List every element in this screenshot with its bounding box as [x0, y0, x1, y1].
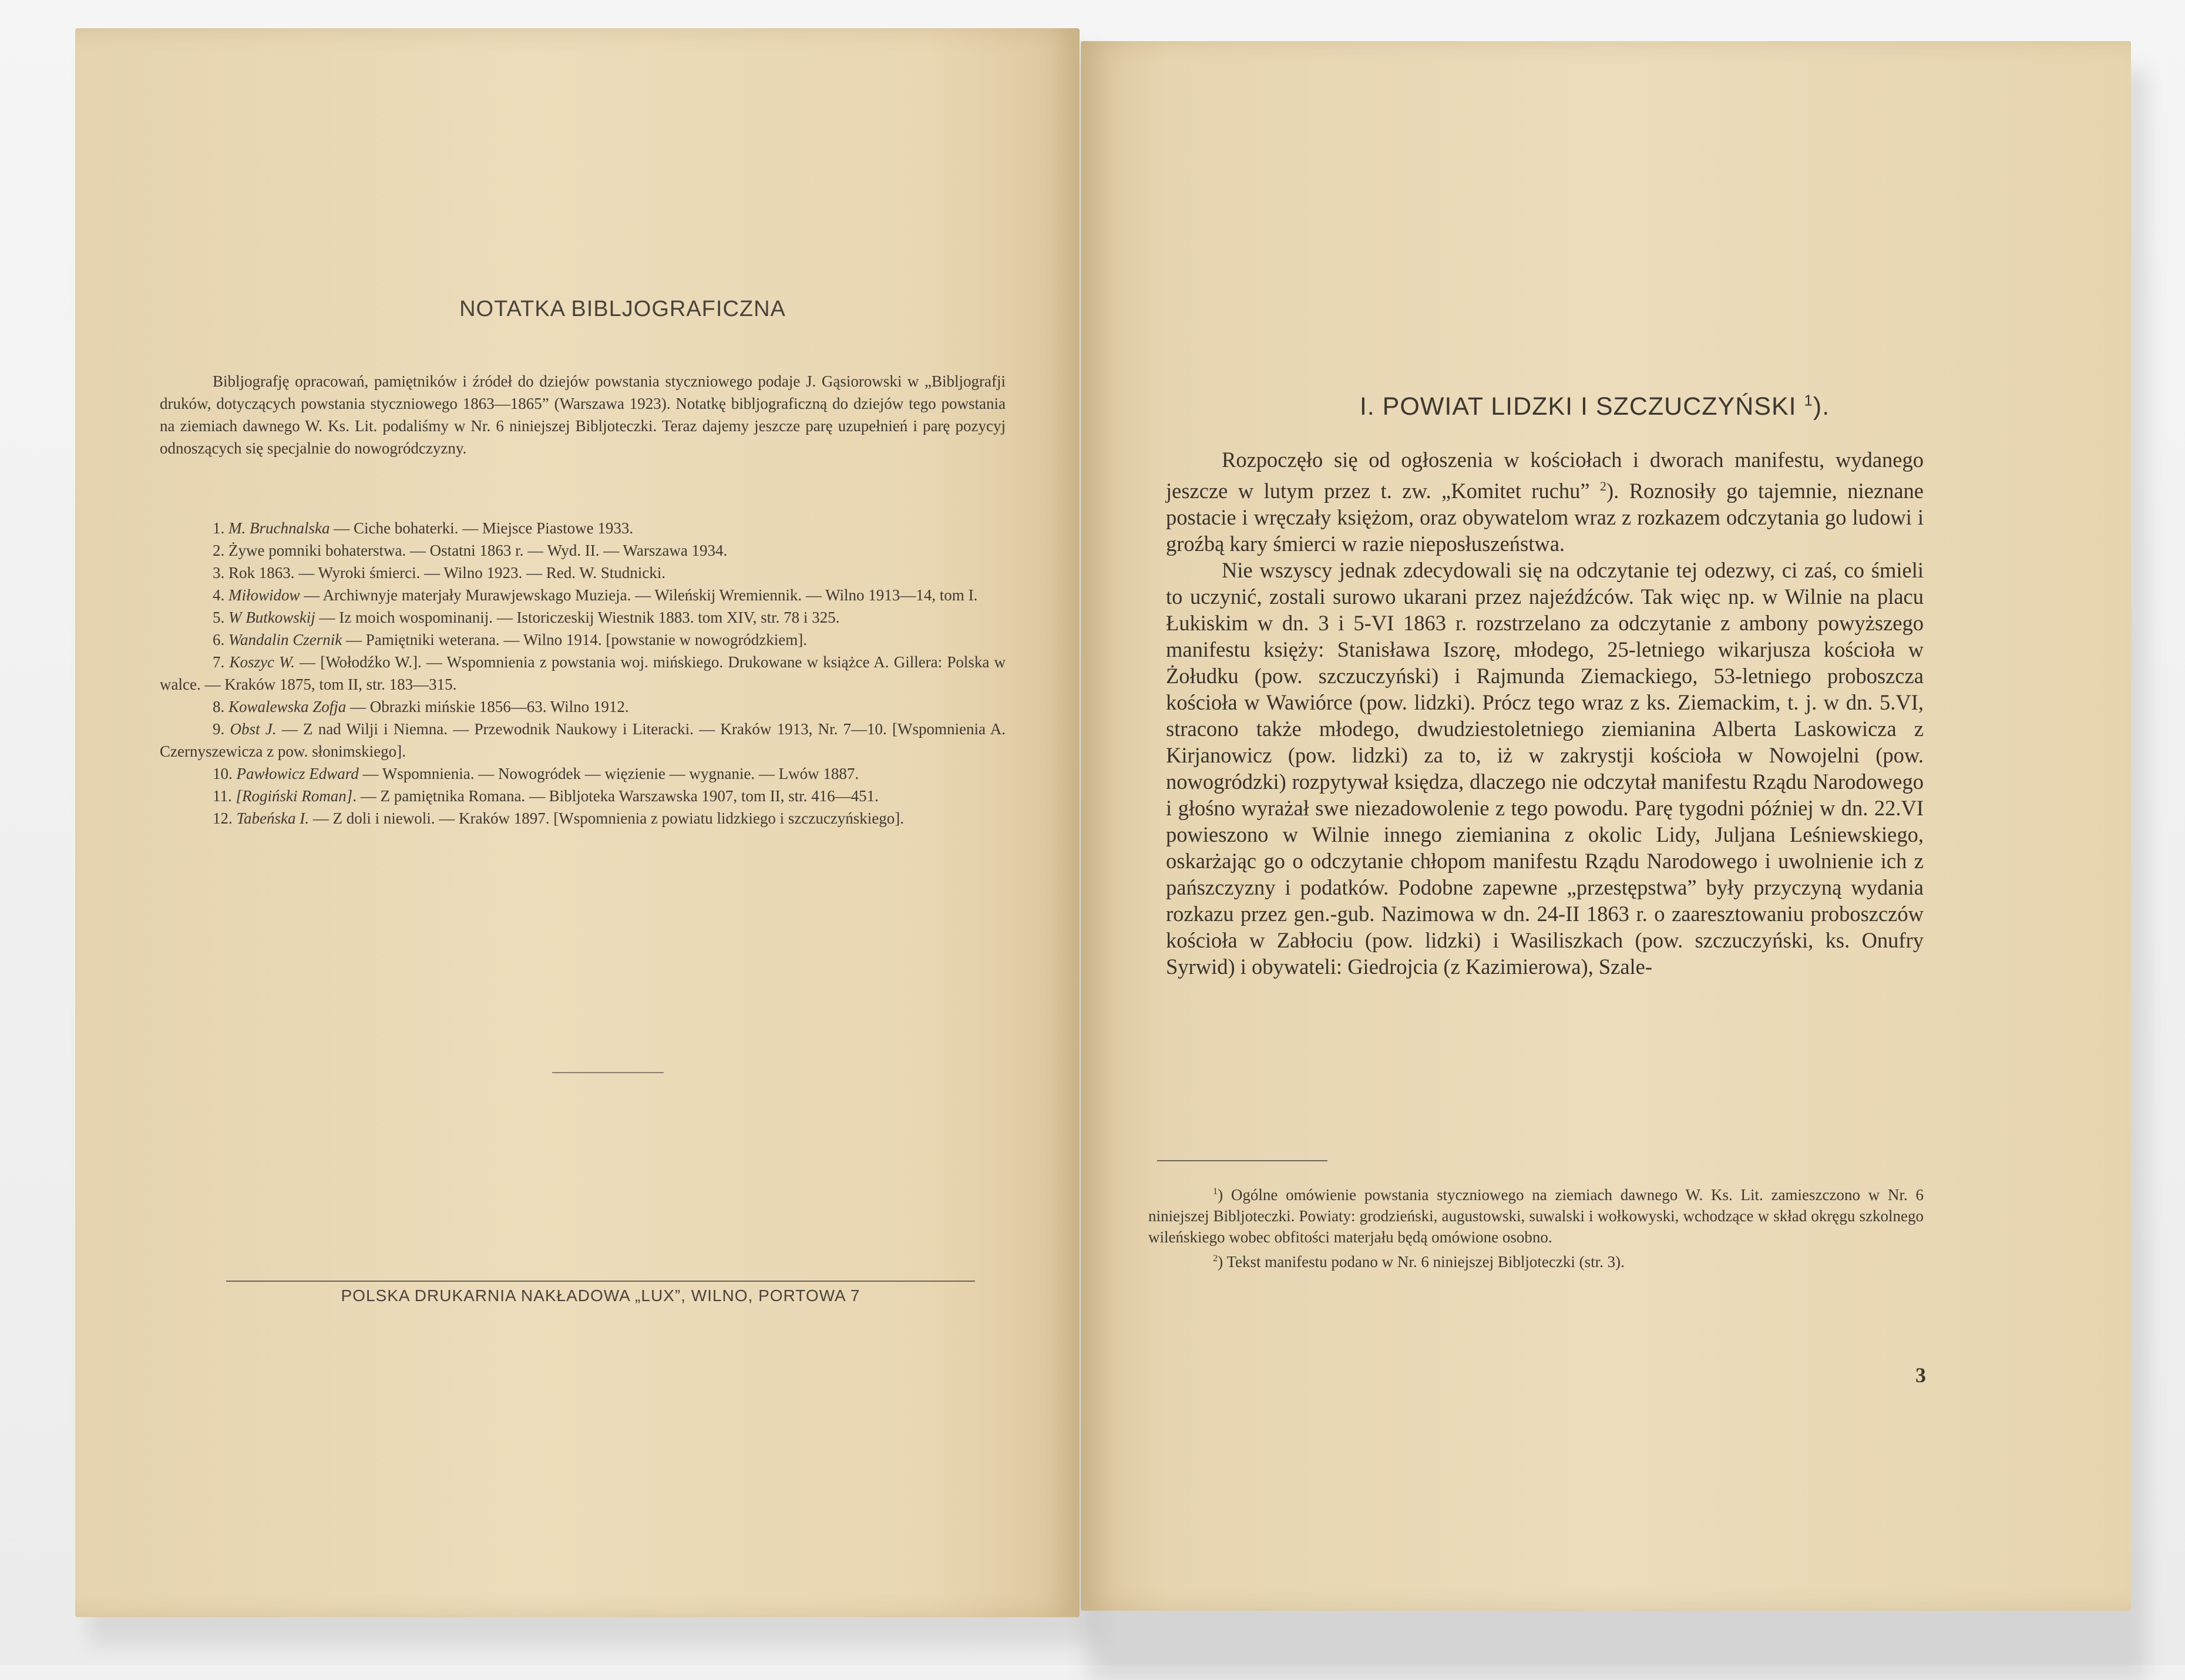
bibliography-entry: 7. Koszyc W. — [Wołodźko W.]. — Wspomnienia z powstania woj. mińskiego. Drukowane w książce A. Gillera: Polska w walce. — Kraków 1875, tom II, str. 183—315.: [160, 653, 1006, 693]
bibliography-entry: 5. W Butkowskij — Iz moich wospominanij. — Istoriczeskij Wiestnik 1883. tom XIV, str. 78 i 325.: [213, 609, 840, 626]
bibliography-entry: 4. Miłowidow — Archiwnyje materjały Murawjewskago Muzieja. — Wileńskij Wremiennik. — Wilno 1913—14, tom I.: [213, 586, 978, 604]
bibliography-entry: 10. Pawłowicz Edward — Wspomnienia. — Nowogródek — więzienie — wygnanie. — Lwów 1887.: [213, 765, 859, 782]
footnote: $^1$) Ogólne omówienie powstania styczniowego na ziemiach dawnego W. Ks. Lit. zamieszczono w Nr. 6 niniejszej Bibljoteczki. Powiaty: grodzieński, augustowski, suwalski i wołkowyski, wchodzące w skład okręgu szkolnego wileńskiego wobec obfitości materjału będą omówione osobno.: [1148, 1186, 1924, 1246]
page-number: 3: [1915, 1363, 1926, 1387]
bibliography-list: [160, 517, 1006, 829]
chapter-body: [1166, 446, 1924, 980]
bibliography-intro: Bibljografję opracowań, pamiętników i źródeł do dziejów powstania styczniowego podaje J. Gąsiorowski w „Bibljografji druków, dotyczących powstania styczniowego 1863—1865” (Warszawa 1923). Notatkę bibljograficzną do dziejów tego powstania na ziemiach dawnego W. Ks. Lit. podaliśmy w Nr. 6 niniejszej Bibljoteczki. Teraz dajemy jeszcze parę uzupełnień i parę pozycyj odnoszących się specjalnie do nowogródczyzny.: [160, 372, 1006, 457]
bibliography-entry: 2. Żywe pomniki bohaterstwa. — Ostatni 1863 r. — Wyd. II. — Warszawa 1934.: [213, 542, 728, 559]
printer-imprint: POLSKA DRUKARNIA NAKŁADOWA „LUX”, WILNO, PORTOWA 7: [341, 1286, 860, 1305]
footnotes: [1148, 1181, 1924, 1272]
footnote: $^2$) Tekst manifestu podano w Nr. 6 niniejszej Bibljoteczki (str. 3).: [1213, 1253, 1625, 1271]
bibliography-entry: 8. Kowalewska Zofja — Obrazki mińskie 1856—63. Wilno 1912.: [213, 698, 629, 715]
paragraph: Nie wszyscy jednak zdecydowali się na odczytanie tej odezwy, ci zaś, co śmieli to uczynić, zostali surowo ukarani przez najeźdźców. Tak więc np. w Wilnie na placu Łukiskim w dn. 3 i 5-VI 1863 r. rozstrzelano za odczytanie z ambony powyższego manifestu księży: Stanisława Iszorę, młodego, 25-letniego wikarjusza kościoła w Żołudku (pow. szczuczyński) i Rajmunda Ziemackiego, 53-letniego proboszcza kościoła w Wawiórce (pow. lidzki). Prócz tego wraz z ks. Ziemackim, t. j. w dn. 5.VI, stracono także młodego, dwudziestoletniego ziemianina Alberta Laskowicza z Kirjanowicz (pow. lidzki) za to, iż w zakrystji kościoła w Nowojelni (pow. nowogródzki) rozpytywał księdza, dlaczego nie odczytał manifestu Rządu Narodowego i głośno wyrażał swe niezadowolenie z tego powodu. Parę tygodni później w dn. 22.VI powieszono w Wilnie innego ziemianina z okolic Lidy, Juljana Leśniewskiego, oskarżając go o odczytanie chłopom manifestu Rządu Narodowego i uwolnienie ich z pańszczyzny i podatków. Podobne zapewne „przestępstwa” były przyczyną wydania rozkazu przez gen.-gub. Nazimowa w dn. 24-II 1863 r. o zaaresztowaniu proboszczów kościoła w Zabłociu (pow. lidzki) i Wasiliszkach (pow. szczuczyński, ks. Onufry Syrwid) i obywateli: Giedrojcia (z Kazimierowa), Szale-: [1166, 558, 1924, 979]
bibliography-entry: 9. Obst J. — Z nad Wilji i Niemna. — Przewodnik Naukowy i Literacki. — Kraków 1913, Nr. 7—10. [Wspomnienia A. Czernyszewicza z pow. słonimskiego].: [160, 720, 1006, 760]
bibliography-entry: 11. [Rogiński Roman]. — Z pamiętnika Romana. — Bibljoteka Warszawska 1907, tom II, str. 416—451.: [213, 787, 879, 805]
bibliography-title: NOTATKA BIBLJOGRAFICZNA: [459, 297, 786, 321]
bibliography-entry: 6. Wandalin Czernik — Pamiętniki weterana. — Wilno 1914. [powstanie w nowogródzkiem].: [213, 631, 808, 649]
paragraph: Rozpoczęło się od ogłoszenia w kościołach i dworach manifestu, wydanego jeszcze w lutym przez t. zw. „Komitet ruchu” $^2$). Roznosiły go tajemnie, nieznane postacie i wręczały księżom, oraz obywatelom wraz z rozkazem odczytania go ludowi i groźbą kary śmierci w razie nieposłuszeństwa.: [1166, 448, 1924, 556]
bibliography-entry: 3. Rok 1863. — Wyroki śmierci. — Wilno 1923. — Red. W. Studnicki.: [213, 564, 666, 582]
bibliography-entry: 12. Tabeńska I. — Z doli i niewoli. — Kraków 1897. [Wspomnienia z powiatu lidzkiego i szczuczyńskiego].: [213, 809, 905, 827]
section-divider: [552, 1072, 664, 1073]
chapter-title: I. POWIAT LIDZKI I SZCZUCZYŃSKI $^1$).: [1359, 392, 1830, 421]
footnote-rule: [1157, 1160, 1327, 1161]
bibliography-entry: 1. M. Bruchnalska — Ciche bohaterki. — Miejsce Piastowe 1933.: [213, 519, 634, 537]
printer-rule: [226, 1281, 975, 1282]
